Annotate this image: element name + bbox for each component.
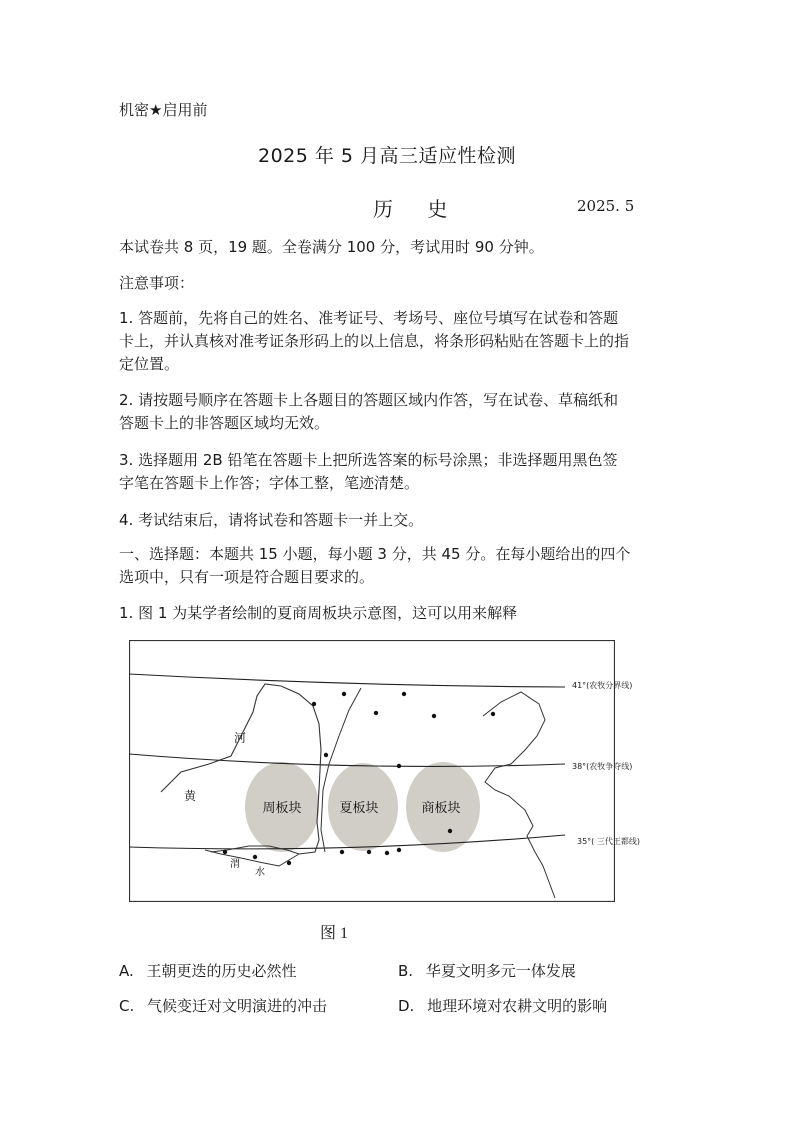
section-line-2: 选项中，只有一项是符合题目要求的。 (119, 568, 375, 586)
notice-title: 注意事项： (119, 274, 195, 292)
option-a-text: 王朝更迭的历史必然性 (146, 962, 297, 980)
question-1-stem: 1. 图 1 为某学者绘制的夏商周板块示意图，这可以用来解释 (119, 604, 518, 622)
figure-caption: 图 1 (320, 925, 349, 942)
option-a-label: A. (119, 962, 134, 980)
section-line-1: 一、选择题：本题共 15 小题，每小题 3 分，共 45 分。在每小题给出的四个 (119, 545, 631, 563)
exam-title: 2025 年 5 月高三适应性检测 (258, 145, 517, 167)
confidential-mark: 机密★启用前 (119, 101, 208, 119)
exam-date: 2025. 5 (577, 197, 635, 215)
option-b-text: 华夏文明多元一体发展 (425, 962, 576, 980)
river-label-shui: 水 (255, 867, 265, 878)
shang-block-label: 商板块 (421, 801, 461, 816)
notice-2-line-1: 2. 请按题号顺序在答题卡上各题目的答题区域内作答，写在试卷、草稿纸和 (119, 391, 619, 409)
lat-41-label: 41°(农牧分界线) (572, 681, 633, 690)
notice-2-line-2: 答题卡上的非答题区域均无效。 (119, 414, 330, 432)
option-c-text: 气候变迁对文明演进的冲击 (147, 997, 328, 1015)
notice-1-line-2: 卡上，并认真核对准考证条形码上的以上信息，将条形码粘贴在答题卡上的指 (119, 332, 630, 350)
intro-text: 本试卷共 8 页，19 题。全卷满分 100 分，考试用时 90 分钟。 (119, 238, 544, 256)
option-b (398, 960, 576, 981)
notice-1-line-1: 1. 答题前，先将自己的姓名、准考证号、考场号、座位号填写在试卷和答题 (119, 309, 619, 327)
option-c-label: C. (119, 997, 135, 1015)
option-c (119, 995, 327, 1016)
xia-block-label: 夏板块 (339, 801, 379, 816)
lat-35-label: 35°( 三代王都线) (577, 837, 640, 846)
option-b-label: B. (398, 962, 414, 980)
option-a (119, 960, 297, 981)
river-label-wei: 渭 (230, 859, 240, 870)
notice-1-line-3: 定位置。 (119, 355, 180, 373)
lat-38-label: 38°(农牧争夺线) (572, 762, 633, 771)
xia-shang-zhou-map (129, 640, 615, 902)
notice-3-line-2: 字笔在答题卡上作答；字体工整，笔迹清楚。 (119, 474, 420, 492)
river-label-huang: 黄 (183, 789, 197, 803)
option-d-label: D. (398, 997, 415, 1015)
subject-title: 历 史 (373, 197, 462, 221)
option-d (398, 995, 607, 1016)
notice-4-line-1: 4. 考试结束后，请将试卷和答题卡一并上交。 (119, 511, 424, 529)
river-label-he: 河 (233, 731, 247, 745)
notice-3-line-1: 3. 选择题用 2B 铅笔在答题卡上把所选答案的标号涂黑；非选择题用黑色签 (119, 451, 618, 469)
zhou-block-label: 周板块 (262, 801, 302, 816)
option-d-text: 地理环境对农耕文明的影响 (427, 997, 608, 1015)
